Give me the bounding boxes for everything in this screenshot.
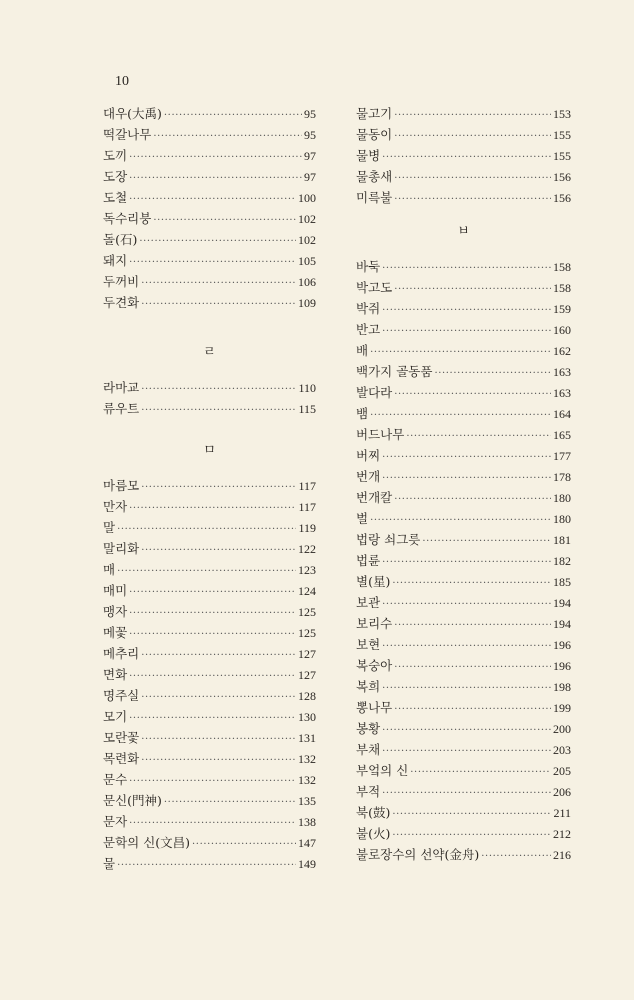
dot-leader (394, 620, 551, 631)
dot-leader (394, 284, 551, 295)
index-page-number: 123 (298, 563, 316, 577)
dot-leader (129, 713, 296, 724)
dot-leader (392, 809, 551, 820)
index-term: 발다라 (356, 385, 393, 400)
dot-leader (382, 557, 551, 568)
index-term: 말리화 (103, 541, 140, 556)
dot-leader (117, 860, 296, 871)
index-term: 매미 (103, 583, 128, 598)
index-group (103, 104, 316, 314)
dot-leader (141, 734, 296, 745)
index-entry (356, 761, 571, 782)
index-entry (356, 341, 571, 362)
index-page-number: 181 (553, 533, 571, 547)
index-entry (356, 530, 571, 551)
index-entry (356, 782, 571, 803)
index-group (103, 378, 316, 420)
dot-leader (382, 683, 551, 694)
dot-leader (141, 384, 296, 395)
index-term: 면화 (103, 667, 128, 682)
index-term: 두견화 (103, 295, 140, 310)
index-term: 보관 (356, 595, 381, 610)
index-page-number: 130 (298, 710, 316, 724)
index-entry (103, 167, 316, 188)
index-page-number: 206 (553, 785, 571, 799)
index-page-number: 198 (553, 680, 571, 694)
dot-leader (394, 494, 551, 505)
index-entry (103, 518, 316, 539)
index-page-number: 159 (553, 302, 571, 316)
index-page-number: 194 (553, 617, 571, 631)
index-entry (356, 167, 571, 188)
index-term: 도끼 (103, 148, 128, 163)
index-entry (103, 812, 316, 833)
index-entry (103, 665, 316, 686)
dot-leader (129, 503, 296, 514)
dot-leader (370, 347, 551, 358)
dot-leader (164, 110, 302, 121)
index-page-number: 200 (553, 722, 571, 736)
section-heading-rieul: ㄹ (203, 344, 216, 360)
index-entry (356, 188, 571, 209)
index-term: 법랑 쇠그릇 (356, 532, 421, 547)
index-term: 박고도 (356, 280, 393, 295)
index-entry (103, 749, 316, 770)
index-term: 부엌의 신 (356, 763, 409, 778)
index-entry (356, 257, 571, 278)
index-page-number: 97 (304, 170, 316, 184)
index-term: 대우(大禹) (103, 106, 162, 121)
index-page-number: 102 (298, 233, 316, 247)
index-page-number: 117 (298, 479, 316, 493)
dot-leader (129, 818, 296, 829)
index-page-number: 185 (553, 575, 571, 589)
index-entry (103, 854, 316, 875)
index-entry (356, 404, 571, 425)
index-page-number: 127 (298, 647, 316, 661)
index-page-number: 125 (298, 626, 316, 640)
index-entry (103, 644, 316, 665)
index-page-number: 125 (298, 605, 316, 619)
index-term: 메꽃 (103, 625, 128, 640)
index-entry (356, 278, 571, 299)
index-term: 바둑 (356, 259, 381, 274)
dot-leader (394, 131, 551, 142)
index-entry (103, 833, 316, 854)
section-heading-bieup: ㅂ (457, 223, 470, 239)
index-page-number: 178 (553, 470, 571, 484)
index-page-number: 211 (553, 806, 571, 820)
index-term: 문학의 신(文昌) (103, 835, 191, 850)
index-page-number: 132 (298, 773, 316, 787)
index-page-number: 106 (298, 275, 316, 289)
dot-leader (382, 746, 551, 757)
dot-leader (394, 662, 551, 673)
index-term: 만자 (103, 499, 128, 514)
index-term: 돼지 (103, 253, 128, 268)
index-page-number: 163 (553, 365, 571, 379)
index-page-number: 164 (553, 407, 571, 421)
index-entry (103, 209, 316, 230)
dot-leader (129, 152, 302, 163)
index-term: 마름모 (103, 478, 140, 493)
index-entry (356, 719, 571, 740)
index-term: 북(鼓) (356, 805, 391, 820)
index-entry (356, 803, 571, 824)
dot-leader (141, 405, 296, 416)
dot-leader (382, 263, 551, 274)
index-page-number: 95 (304, 128, 316, 142)
index-page-number: 155 (553, 149, 571, 163)
index-entry (103, 560, 316, 581)
index-entry (103, 230, 316, 251)
index-page-number: 194 (553, 596, 571, 610)
dot-leader (141, 545, 296, 556)
dot-leader (192, 839, 296, 850)
dot-leader (394, 194, 551, 205)
index-entry (356, 383, 571, 404)
index-entry (103, 728, 316, 749)
dot-leader (117, 566, 296, 577)
index-page-number: 156 (553, 191, 571, 205)
index-page-number: 177 (553, 449, 571, 463)
index-page-number: 203 (553, 743, 571, 757)
index-page-number: 158 (553, 260, 571, 274)
index-entry (356, 635, 571, 656)
index-group (103, 476, 316, 875)
dot-leader (392, 830, 551, 841)
index-term: 목련화 (103, 751, 140, 766)
dot-leader (129, 608, 296, 619)
page-number: 10 (115, 74, 129, 89)
index-entry (356, 824, 571, 845)
dot-leader (392, 578, 551, 589)
dot-leader (370, 410, 551, 421)
index-entry (356, 509, 571, 530)
index-entry (103, 378, 316, 399)
index-term: 배 (356, 343, 369, 358)
index-term: 두꺼비 (103, 274, 140, 289)
dot-leader (129, 776, 296, 787)
index-entry (103, 146, 316, 167)
index-term: 보현 (356, 637, 381, 652)
index-page-number: 155 (553, 128, 571, 142)
dot-leader (153, 131, 302, 142)
index-term: 문수 (103, 772, 128, 787)
section-heading-mieum: ㅁ (203, 442, 216, 458)
index-term: 도장 (103, 169, 128, 184)
dot-leader (382, 152, 551, 163)
index-term: 메추리 (103, 646, 140, 661)
index-term: 복희 (356, 679, 381, 694)
dot-leader (141, 692, 296, 703)
dot-leader (129, 194, 296, 205)
index-group (356, 104, 571, 209)
index-entry (103, 272, 316, 293)
index-term: 보리수 (356, 616, 393, 631)
index-term: 뽕나무 (356, 700, 393, 715)
index-term: 별(星) (356, 574, 391, 589)
index-column-left (103, 104, 316, 875)
index-term: 물고기 (356, 106, 393, 121)
index-page-number: 100 (298, 191, 316, 205)
index-page-number: 115 (298, 402, 316, 416)
index-term: 버드나무 (356, 427, 405, 442)
index-page-number: 119 (298, 521, 316, 535)
index-term: 박쥐 (356, 301, 381, 316)
dot-leader (129, 671, 296, 682)
index-entry (103, 399, 316, 420)
dot-leader (382, 305, 551, 316)
dot-leader (141, 482, 296, 493)
index-page-number: 102 (298, 212, 316, 226)
index-term: 모란꽃 (103, 730, 140, 745)
index-term: 말 (103, 520, 116, 535)
index-page-number: 132 (298, 752, 316, 766)
index-term: 불로장수의 선약(金舟) (356, 847, 480, 862)
index-term: 미륵불 (356, 190, 393, 205)
index-term: 라마교 (103, 380, 140, 395)
dot-leader (164, 797, 296, 808)
index-entry (103, 770, 316, 791)
index-term: 벌 (356, 511, 369, 526)
index-entry (356, 677, 571, 698)
index-term: 복숭아 (356, 658, 393, 673)
index-term: 매 (103, 562, 116, 577)
index-page-number: 127 (298, 668, 316, 682)
index-page-number: 149 (298, 857, 316, 871)
index-entry (356, 698, 571, 719)
index-entry (103, 104, 316, 125)
index-entry (103, 707, 316, 728)
dot-leader (139, 236, 296, 247)
index-page-number: 182 (553, 554, 571, 568)
index-term: 물동이 (356, 127, 393, 142)
dot-leader (141, 755, 296, 766)
index-entry (356, 845, 571, 866)
index-page-number: 117 (298, 500, 316, 514)
index-page-number: 212 (553, 827, 571, 841)
dot-leader (406, 431, 551, 442)
dot-leader (382, 788, 551, 799)
index-term: 백가지 골동품 (356, 364, 433, 379)
index-term: 부채 (356, 742, 381, 757)
index-entry (356, 656, 571, 677)
dot-leader (410, 767, 551, 778)
index-entry (356, 446, 571, 467)
index-page-number: 109 (298, 296, 316, 310)
index-entry (356, 125, 571, 146)
index-entry (103, 686, 316, 707)
index-page-number: 131 (298, 731, 316, 745)
index-page-number: 162 (553, 344, 571, 358)
index-column-right (356, 104, 571, 866)
index-entry (356, 146, 571, 167)
index-page-number: 163 (553, 386, 571, 400)
index-term: 맹자 (103, 604, 128, 619)
index-page-number: 158 (553, 281, 571, 295)
index-entry (103, 623, 316, 644)
index-entry (103, 188, 316, 209)
index-page-number: 180 (553, 491, 571, 505)
index-page-number: 216 (553, 848, 571, 862)
index-entry (356, 425, 571, 446)
index-page-number: 124 (298, 584, 316, 598)
index-term: 봉황 (356, 721, 381, 736)
dot-leader (382, 452, 551, 463)
index-term: 법륜 (356, 553, 381, 568)
index-term: 도철 (103, 190, 128, 205)
index-entry (356, 299, 571, 320)
index-entry (356, 572, 571, 593)
dot-leader (141, 650, 296, 661)
dot-leader (434, 368, 551, 379)
dot-leader (481, 851, 551, 862)
index-page-number: 95 (304, 107, 316, 121)
dot-leader (382, 599, 551, 610)
index-page-number: 135 (298, 794, 316, 808)
index-term: 번개 (356, 469, 381, 484)
index-page-number: 156 (553, 170, 571, 184)
dot-leader (394, 389, 551, 400)
index-entry (103, 791, 316, 812)
index-entry (103, 476, 316, 497)
index-page-number: 122 (298, 542, 316, 556)
dot-leader (117, 524, 296, 535)
index-entry (356, 614, 571, 635)
index-page-number: 199 (553, 701, 571, 715)
index-page-number: 128 (298, 689, 316, 703)
dot-leader (141, 278, 296, 289)
index-page-number: 110 (298, 381, 316, 395)
dot-leader (129, 257, 296, 268)
index-term: 물총새 (356, 169, 393, 184)
index-term: 문자 (103, 814, 128, 829)
index-entry (103, 581, 316, 602)
index-term: 문신(門神) (103, 793, 162, 808)
index-term: 류우트 (103, 401, 140, 416)
index-entry (103, 602, 316, 623)
dot-leader (382, 641, 551, 652)
index-page-number: 105 (298, 254, 316, 268)
index-group (356, 257, 571, 866)
index-entry (356, 467, 571, 488)
index-entry (356, 362, 571, 383)
dot-leader (129, 173, 302, 184)
dot-leader (394, 704, 551, 715)
index-term: 명주실 (103, 688, 140, 703)
index-entry (356, 740, 571, 761)
index-page-number: 147 (298, 836, 316, 850)
dot-leader (382, 326, 551, 337)
index-term: 부적 (356, 784, 381, 799)
dot-leader (394, 110, 551, 121)
index-term: 번개칼 (356, 490, 393, 505)
index-entry (103, 293, 316, 314)
index-entry (103, 125, 316, 146)
index-entry (103, 539, 316, 560)
index-term: 모기 (103, 709, 128, 724)
dot-leader (422, 536, 551, 547)
index-page-number: 196 (553, 638, 571, 652)
index-term: 물병 (356, 148, 381, 163)
dot-leader (370, 515, 551, 526)
index-page-number: 180 (553, 512, 571, 526)
index-term: 돌(石) (103, 232, 138, 247)
index-entry (356, 551, 571, 572)
dot-leader (382, 725, 551, 736)
index-page-number: 165 (553, 428, 571, 442)
dot-leader (129, 587, 296, 598)
index-page-number: 196 (553, 659, 571, 673)
index-entry (356, 488, 571, 509)
index-term: 떡갈나무 (103, 127, 152, 142)
index-entry (356, 104, 571, 125)
index-term: 물 (103, 856, 116, 871)
index-page-number: 138 (298, 815, 316, 829)
index-term: 불(火) (356, 826, 391, 841)
index-term: 독수리붕 (103, 211, 152, 226)
index-term: 반고 (356, 322, 381, 337)
dot-leader (129, 629, 296, 640)
index-entry (356, 320, 571, 341)
index-page-number: 97 (304, 149, 316, 163)
index-page-number: 153 (553, 107, 571, 121)
index-entry (356, 593, 571, 614)
dot-leader (141, 299, 296, 310)
index-page-number: 205 (553, 764, 571, 778)
dot-leader (394, 173, 551, 184)
index-entry (103, 497, 316, 518)
index-term: 뱀 (356, 406, 369, 421)
index-entry (103, 251, 316, 272)
dot-leader (382, 473, 551, 484)
dot-leader (153, 215, 296, 226)
index-term: 버찌 (356, 448, 381, 463)
index-page-number: 160 (553, 323, 571, 337)
